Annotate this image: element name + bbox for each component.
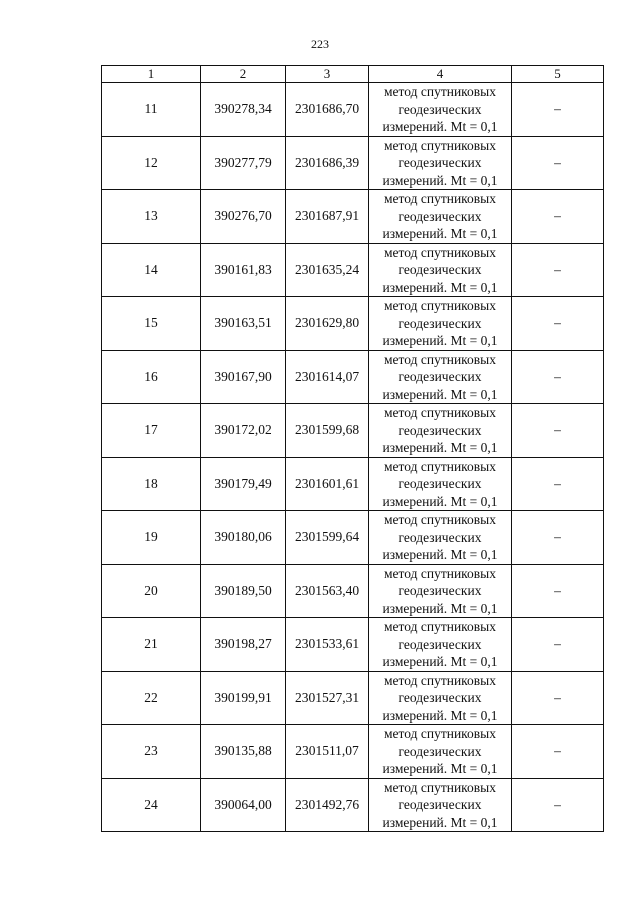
method-line: метод спутниковых: [384, 565, 496, 581]
method-cell: [369, 618, 512, 672]
method-line: измерений. Mt = 0,1: [382, 600, 498, 616]
y-coordinate-cell: 2301599,68: [286, 404, 369, 458]
x-coordinate-cell: 390172,02: [201, 404, 286, 458]
method-cell: [369, 350, 512, 404]
note-cell: –: [512, 511, 604, 565]
note-cell: –: [512, 83, 604, 137]
method-line: измерений. Mt = 0,1: [382, 654, 498, 669]
note-cell: –: [512, 243, 604, 297]
x-coordinate-cell: 390199,91: [201, 671, 286, 725]
x-coordinate-cell: 390276,70: [201, 190, 286, 244]
table-row: [102, 243, 604, 297]
point-number-cell: 22: [102, 671, 201, 725]
method-line: метод спутниковых: [384, 726, 496, 741]
method-line: измерений. Mt = 0,1: [382, 814, 498, 830]
point-number-cell: 17: [102, 404, 201, 458]
method-cell: [369, 243, 512, 297]
method-line: метод спутниковых: [384, 298, 496, 313]
table-row: [102, 190, 604, 244]
method-line: метод спутниковых: [384, 512, 496, 527]
point-number-cell: 19: [102, 511, 201, 565]
method-line: геодезических: [398, 797, 482, 812]
note-cell: –: [512, 457, 604, 511]
method-cell: [369, 725, 512, 779]
coordinates-table: [101, 65, 604, 832]
note-cell: –: [512, 671, 604, 725]
y-coordinate-cell: 2301492,76: [286, 778, 369, 832]
method-line: геодезических: [398, 155, 482, 170]
method-line: метод спутниковых: [384, 405, 496, 420]
table-row: [102, 136, 604, 190]
method-line: геодезических: [398, 369, 482, 384]
method-line: геодезических: [398, 208, 482, 224]
x-coordinate-cell: 390163,51: [201, 297, 286, 351]
x-coordinate-cell: 390189,50: [201, 564, 286, 618]
method-line: измерений. Mt = 0,1: [382, 119, 498, 134]
y-coordinate-cell: 2301533,61: [286, 618, 369, 672]
method-line: геодезических: [398, 101, 482, 117]
method-line: метод спутниковых: [384, 672, 496, 688]
note-cell: –: [512, 136, 604, 190]
note-cell: –: [512, 778, 604, 832]
method-line: измерений. Mt = 0,1: [382, 386, 498, 402]
method-line: измерений. Mt = 0,1: [382, 440, 498, 455]
method-line: измерений. Mt = 0,1: [382, 493, 498, 509]
note-cell: –: [512, 297, 604, 351]
point-number-cell: 24: [102, 778, 201, 832]
point-number-cell: 23: [102, 725, 201, 779]
y-coordinate-cell: 2301601,61: [286, 457, 369, 511]
table-body: [102, 66, 604, 832]
x-coordinate-cell: 390277,79: [201, 136, 286, 190]
method-line: геодезических: [398, 690, 482, 705]
note-cell: –: [512, 725, 604, 779]
header-col-5: 5: [512, 66, 604, 83]
point-number-cell: 11: [102, 83, 201, 137]
x-coordinate-cell: 390180,06: [201, 511, 286, 565]
y-coordinate-cell: 2301599,64: [286, 511, 369, 565]
x-coordinate-cell: 390167,90: [201, 350, 286, 404]
method-line: измерений. Mt = 0,1: [382, 172, 498, 188]
method-line: геодезических: [398, 262, 482, 277]
point-number-cell: 12: [102, 136, 201, 190]
table-row: [102, 618, 604, 672]
method-line: измерений. Mt = 0,1: [382, 226, 498, 241]
table-row: [102, 511, 604, 565]
method-cell: [369, 511, 512, 565]
note-cell: –: [512, 618, 604, 672]
y-coordinate-cell: 2301563,40: [286, 564, 369, 618]
method-line: геодезических: [398, 476, 482, 491]
table-row: [102, 457, 604, 511]
method-line: метод спутниковых: [384, 351, 496, 367]
point-number-cell: 20: [102, 564, 201, 618]
y-coordinate-cell: 2301635,24: [286, 243, 369, 297]
method-line: измерений. Mt = 0,1: [382, 707, 498, 723]
method-cell: [369, 83, 512, 137]
point-number-cell: 18: [102, 457, 201, 511]
y-coordinate-cell: 2301614,07: [286, 350, 369, 404]
method-cell: [369, 404, 512, 458]
y-coordinate-cell: 2301511,07: [286, 725, 369, 779]
x-coordinate-cell: 390135,88: [201, 725, 286, 779]
method-line: метод спутниковых: [384, 137, 496, 153]
table-row: [102, 564, 604, 618]
y-coordinate-cell: 2301686,70: [286, 83, 369, 137]
note-cell: –: [512, 350, 604, 404]
method-line: геодезических: [398, 422, 482, 438]
method-line: метод спутниковых: [384, 458, 496, 474]
method-line: метод спутниковых: [384, 619, 496, 634]
x-coordinate-cell: 390278,34: [201, 83, 286, 137]
header-col-2: 2: [201, 66, 286, 83]
method-line: геодезических: [398, 529, 482, 545]
point-number-cell: 13: [102, 190, 201, 244]
method-line: геодезических: [398, 743, 482, 759]
method-line: измерений. Mt = 0,1: [382, 761, 498, 776]
header-col-4: 4: [369, 66, 512, 83]
method-cell: [369, 671, 512, 725]
method-line: измерений. Mt = 0,1: [382, 279, 498, 295]
table-row: [102, 725, 604, 779]
method-line: измерений. Mt = 0,1: [382, 333, 498, 348]
method-line: метод спутниковых: [384, 191, 496, 206]
header-col-3: 3: [286, 66, 369, 83]
table-row: [102, 778, 604, 832]
method-line: геодезических: [398, 315, 482, 331]
x-coordinate-cell: 390198,27: [201, 618, 286, 672]
table-row: [102, 83, 604, 137]
point-number-cell: 16: [102, 350, 201, 404]
x-coordinate-cell: 390179,49: [201, 457, 286, 511]
note-cell: –: [512, 404, 604, 458]
y-coordinate-cell: 2301687,91: [286, 190, 369, 244]
x-coordinate-cell: 390064,00: [201, 778, 286, 832]
point-number-cell: 14: [102, 243, 201, 297]
page-number: 223: [311, 37, 329, 51]
point-number-cell: 21: [102, 618, 201, 672]
table-row: [102, 297, 604, 351]
table-row: [102, 671, 604, 725]
header-col-1: 1: [102, 66, 201, 83]
x-coordinate-cell: 390161,83: [201, 243, 286, 297]
table-row: [102, 404, 604, 458]
y-coordinate-cell: 2301686,39: [286, 136, 369, 190]
method-cell: [369, 564, 512, 618]
method-cell: [369, 136, 512, 190]
method-cell: [369, 190, 512, 244]
method-line: метод спутниковых: [384, 244, 496, 260]
method-line: измерений. Mt = 0,1: [382, 547, 498, 562]
point-number-cell: 15: [102, 297, 201, 351]
table-row: [102, 350, 604, 404]
method-line: метод спутниковых: [384, 779, 496, 795]
y-coordinate-cell: 2301629,80: [286, 297, 369, 351]
table-header-row: [102, 66, 604, 83]
y-coordinate-cell: 2301527,31: [286, 671, 369, 725]
method-cell: [369, 297, 512, 351]
note-cell: –: [512, 190, 604, 244]
method-cell: [369, 778, 512, 832]
method-line: геодезических: [398, 636, 482, 652]
method-line: геодезических: [398, 583, 482, 598]
method-cell: [369, 457, 512, 511]
method-line: метод спутниковых: [384, 84, 496, 99]
note-cell: –: [512, 564, 604, 618]
